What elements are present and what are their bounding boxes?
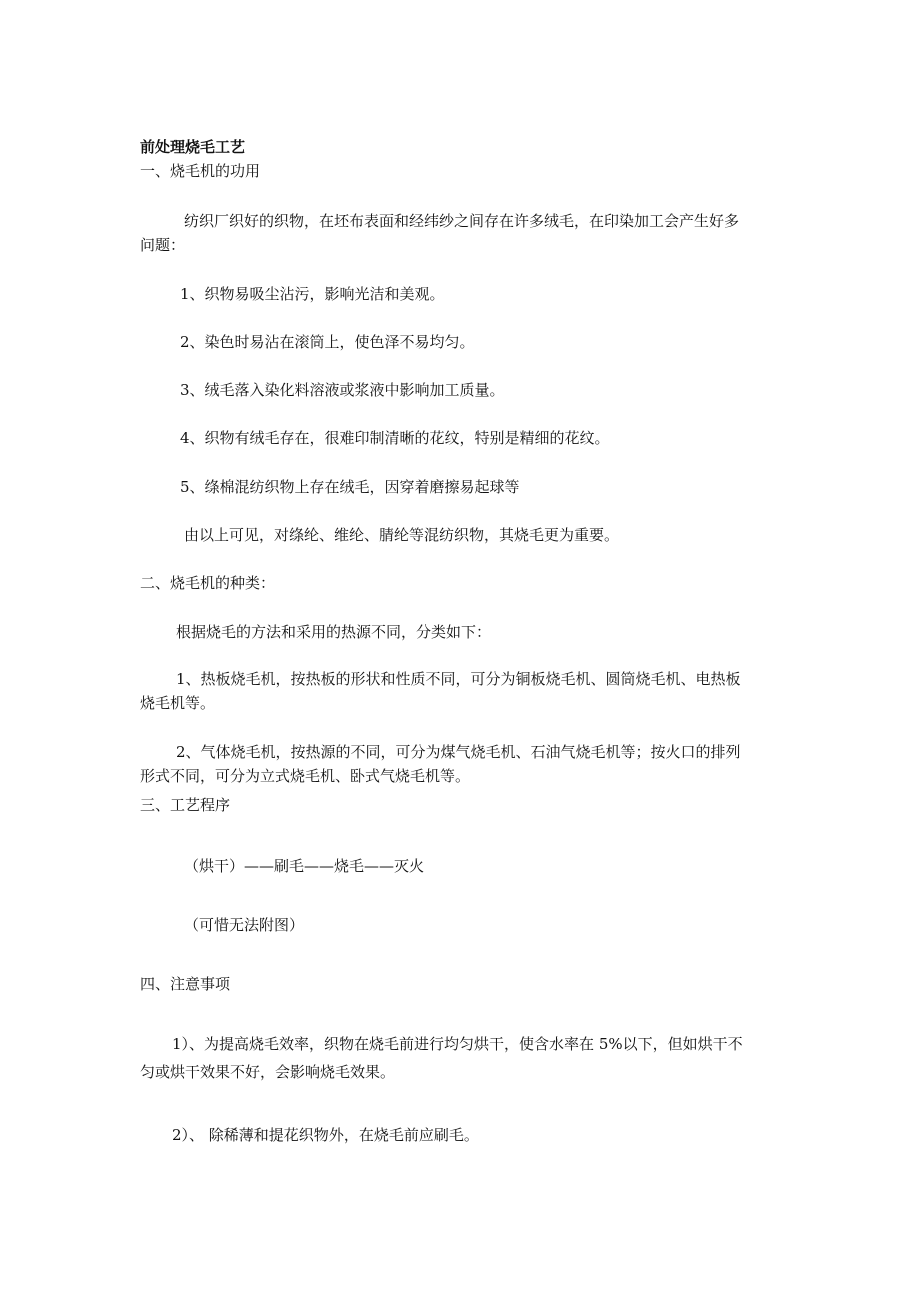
section-2-intro: 根据烧毛的方法和采用的热源不同，分类如下： [176,623,492,641]
section-4-item-1-line-2: 匀或烘干效果不好，会影响烧毛效果。 [140,1063,396,1081]
section-3-heading: 三、工艺程序 [140,796,231,814]
section-2-item-2-line-1: 2、气体烧毛机，按热源的不同，可分为煤气烧毛机、石油气烧毛机等；按火口的排列 [176,743,741,761]
section-3-note: （可惜无法附图） [184,916,305,934]
section-4-item-2: 2）、 除稀薄和提花织物外，在烧毛前应刷毛。 [172,1126,479,1144]
section-1-item-1: 1、织物易吸尘沾污，影响光洁和美观。 [180,285,445,303]
section-2-item-1-line-2: 烧毛机等。 [140,694,216,712]
section-1-item-2: 2、染色时易沾在滚筒上，使色泽不易均匀。 [180,333,475,351]
section-2-item-2-line-2: 形式不同，可分为立式烧毛机、卧式气烧毛机等。 [140,767,471,785]
section-1-conclusion: 由以上可见，对绦纶、维纶、腈纶等混纺织物，其烧毛更为重要。 [184,526,620,544]
section-1-intro-line-2: 问题： [140,236,186,254]
section-4-heading: 四、注意事项 [140,975,231,993]
document-title: 前处理烧毛工艺 [140,138,246,156]
section-2-heading: 二、烧毛机的种类： [140,574,276,592]
section-1-heading: 一、烧毛机的功用 [140,162,261,180]
section-2-item-1-line-1: 1、热板烧毛机，按热板的形状和性质不同，可分为铜板烧毛机、圆筒烧毛机、电热板 [176,670,741,688]
section-4-item-1-line-1: 1）、为提高烧毛效率，织物在烧毛前进行均匀烘干，使含水率在 5%以下，但如烘干不 [172,1035,743,1053]
section-3-process: （烘干）——刷毛——烧毛——灭火 [184,857,425,875]
section-1-item-4: 4、织物有绒毛存在，很难印制清晰的花纹，特别是精细的花纹。 [180,429,610,447]
section-1-item-5: 5、绦棉混纺织物上存在绒毛，因穿着磨擦易起球等 [180,478,520,496]
section-1-item-3: 3、绒毛落入染化料溶液或浆液中影响加工质量。 [180,381,505,399]
section-1-intro-line-1: 纺织厂织好的织物，在坯布表面和经纬纱之间存在许多绒毛，在印染加工会产生好多 [184,212,740,230]
